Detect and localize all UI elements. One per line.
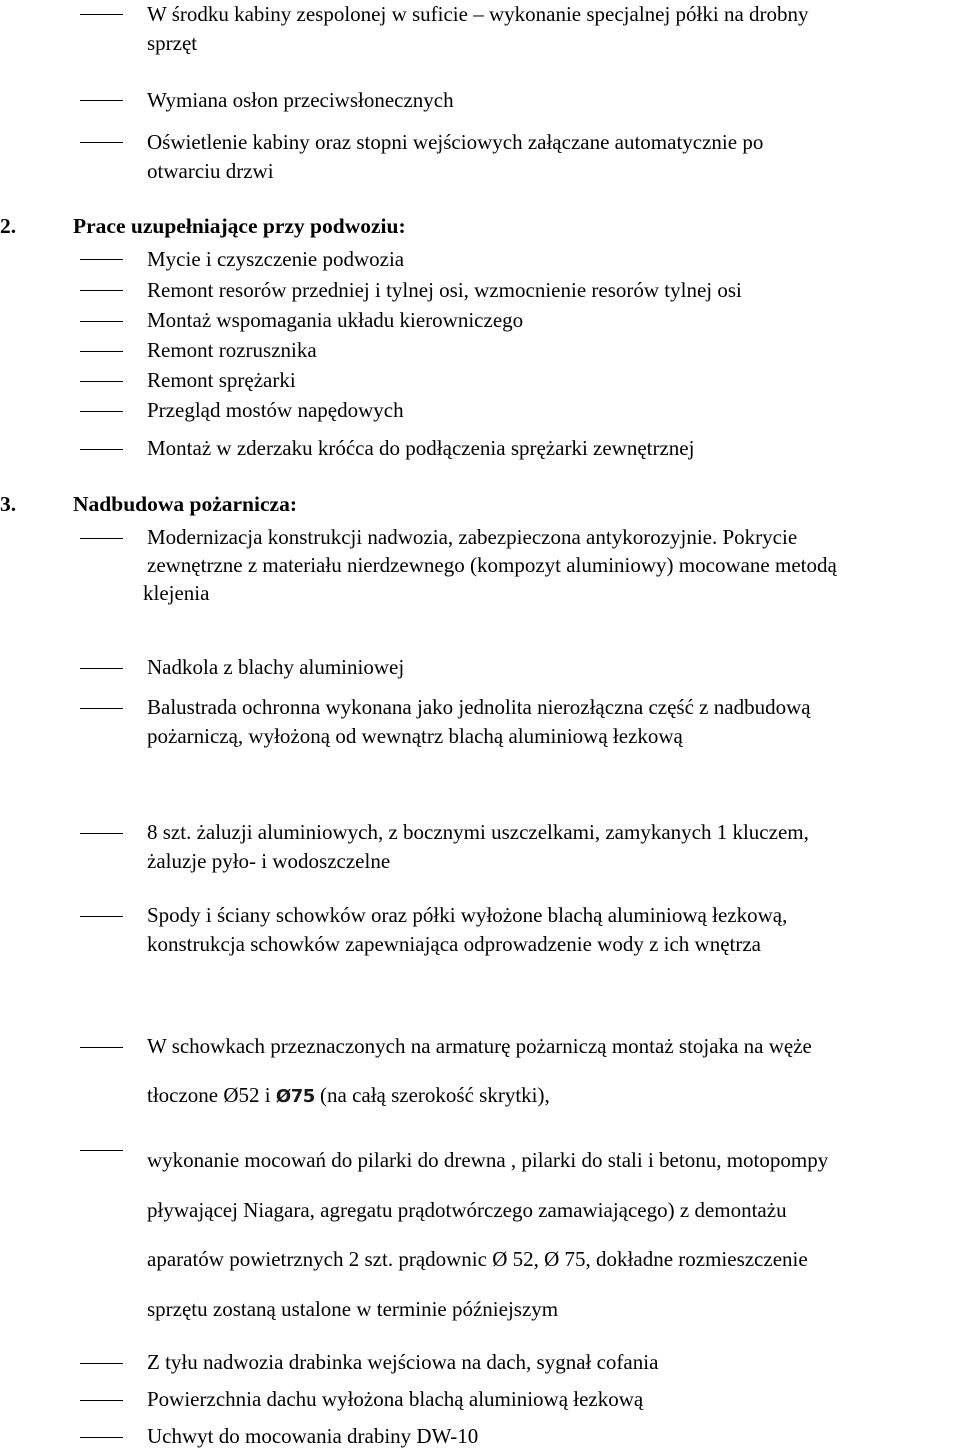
item-text: klejenia bbox=[143, 581, 210, 605]
dash-bullet bbox=[80, 142, 123, 143]
item-text: Spody i ściany schowków oraz półki wyłożone blachą aluminiową łezkową, bbox=[147, 903, 788, 927]
section-title: Nadbudowa pożarnicza: bbox=[73, 492, 297, 516]
item-text: Nadkola z blachy aluminiowej bbox=[147, 655, 405, 679]
item-text: W schowkach przeznaczonych na armaturę pożarniczą montaż stojaka na węże bbox=[147, 1034, 812, 1058]
dash-bullet bbox=[80, 411, 123, 412]
item-text: wykonanie mocowań do pilarki do drewna , pilarki do stali i betonu, motopompy bbox=[147, 1148, 829, 1172]
item-text: Remont sprężarki bbox=[147, 368, 296, 392]
item-text: żaluzje pyło- i wodoszczelne bbox=[147, 849, 391, 873]
dash-bullet bbox=[80, 1150, 123, 1151]
dash-bullet bbox=[80, 538, 123, 539]
item-text: Montaż w zderzaku króćca do podłączenia sprężarki zewnętrznej bbox=[147, 436, 695, 460]
dash-bullet bbox=[80, 100, 123, 101]
dash-bullet bbox=[80, 449, 123, 450]
dash-bullet bbox=[80, 833, 123, 834]
item-text: aparatów powietrznych 2 szt. prądownic Ø 52, Ø 75, dokładne rozmieszczenie bbox=[147, 1247, 808, 1271]
item-text: Remont resorów przedniej i tylnej osi, wzmocnienie resorów tylnej osi bbox=[147, 278, 742, 302]
item-text: Uchwyt do mocowania drabiny DW-10 bbox=[147, 1424, 479, 1448]
item-text: tłoczone Ø52 i bbox=[147, 1083, 276, 1107]
item-text: Oświetlenie kabiny oraz stopni wejściowych załączane automatycznie po bbox=[147, 130, 764, 154]
dash-bullet bbox=[80, 1400, 123, 1401]
item-text: (na całą szerokość skrytki), bbox=[314, 1083, 550, 1107]
item-text: Wymiana osłon przeciwsłonecznych bbox=[147, 88, 454, 112]
item-text: pożarniczą, wyłożoną od wewnątrz blachą aluminiową łezkową bbox=[147, 724, 683, 748]
item-text: W środku kabiny zespolonej w suficie – wykonanie specjalnej półki na drobny bbox=[147, 2, 809, 26]
item-text: Z tyłu nadwozia drabinka wejściowa na dach, sygnał cofania bbox=[147, 1350, 659, 1374]
dash-bullet bbox=[80, 290, 123, 291]
item-text: sprzętu zostaną ustalone w terminie późniejszym bbox=[147, 1296, 559, 1321]
section-number: 2. bbox=[0, 214, 17, 238]
item-text: pływającej Niagara, agregatu prądotwórczego zamawiającego) z demontażu bbox=[147, 1197, 787, 1222]
item-text: Powierzchnia dachu wyłożona blachą aluminiową łezkową bbox=[147, 1387, 644, 1411]
dash-bullet bbox=[80, 14, 123, 15]
item-text: sprzęt bbox=[147, 31, 198, 55]
diameter-75-symbol: Ø75 bbox=[275, 1086, 315, 1107]
dash-bullet bbox=[80, 259, 123, 260]
item-text: Modernizacja konstrukcji nadwozia, zabezpieczona antykorozyjnie. Pokrycie bbox=[147, 525, 798, 549]
section-title: Prace uzupełniające przy podwoziu: bbox=[73, 214, 406, 238]
item-text: Balustrada ochronna wykonana jako jednolita nierozłączna część z nadbudową bbox=[147, 695, 811, 719]
dash-bullet bbox=[80, 1047, 123, 1048]
item-text: Mycie i czyszczenie podwozia bbox=[147, 247, 405, 271]
item-text: Montaż wspomagania układu kierowniczego bbox=[147, 308, 524, 332]
dash-bullet bbox=[80, 1363, 123, 1364]
dash-bullet bbox=[80, 321, 123, 322]
item-text: 8 szt. żaluzji aluminiowych, z bocznymi uszczelkami, zamykanych 1 kluczem, bbox=[147, 820, 809, 844]
dash-bullet bbox=[80, 351, 123, 352]
dash-bullet bbox=[80, 1437, 123, 1438]
item-text: konstrukcja schowków zapewniająca odprowadzenie wody z ich wnętrza bbox=[147, 932, 762, 956]
item-text: Remont rozrusznika bbox=[147, 338, 317, 362]
dash-bullet bbox=[80, 668, 123, 669]
item-text: Przegląd mostów napędowych bbox=[147, 398, 404, 422]
dash-bullet bbox=[80, 381, 123, 382]
dash-bullet bbox=[80, 708, 123, 709]
item-text: zewnętrzne z materiału nierdzewnego (kompozyt aluminiowy) mocowane metodą bbox=[147, 553, 837, 577]
item-text: otwarciu drzwi bbox=[147, 159, 274, 183]
section-number: 3. bbox=[0, 492, 17, 516]
dash-bullet bbox=[80, 916, 123, 917]
